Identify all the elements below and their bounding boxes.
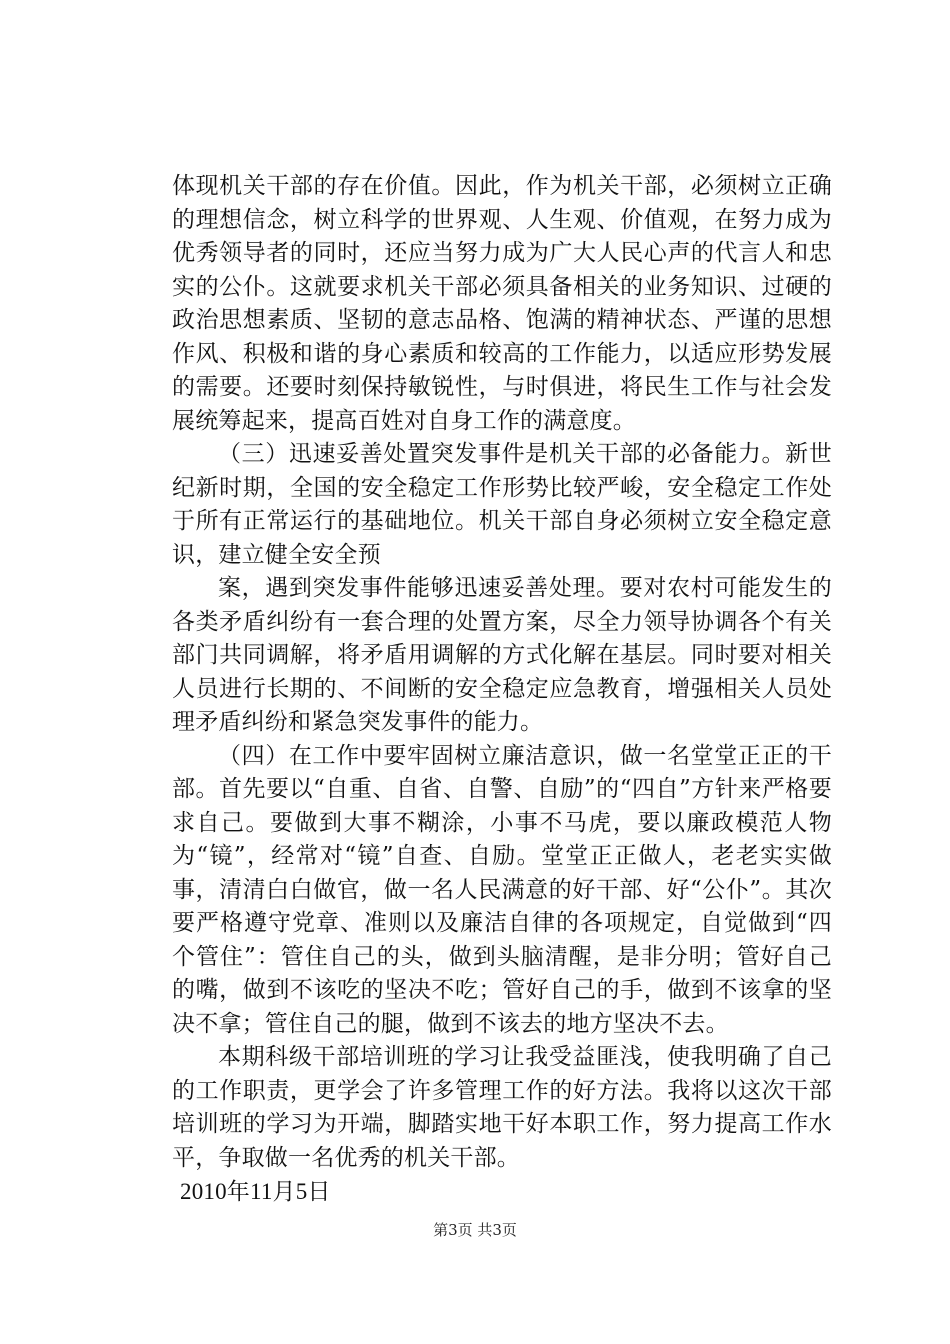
paragraph-section-four: （四）在工作中要牢固树立廉洁意识，做一名堂堂正正的干部。首先要以“自重、自省、自警、自励”的“四自”方针来严格要求自己。要做到大事不糊涂，小事不马虎，要以廉政模范人物为“镜”，经常对“镜”自查、自励。堂堂正正做人，老老实实做事，清清白白做官，做一名人民满意的好干部、好“公仆”。其次要严格遵守党章、准则以及廉洁自律的各项规定，自觉做到“四个管住”：管住自己的头，做到头脑清醒，是非分明；管好自己的嘴，做到不该吃的坚决不吃；管好自己的手，做到不该拿的坚决不拿；管住自己的腿，做到不该去的地方坚决不去。 (172, 742, 832, 1037)
paragraph-continuation: 体现机关干部的存在价值。因此，作为机关干部，必须树立正确的理想信念，树立科学的世界观、人生观、价值观，在努力成为优秀领导者的同时，还应当努力成为广大人民心声的代言人和忠实的公仆。这就要求机关干部必须具备相关的业务知识、过硬的政治思想素质、坚韧的意志品格、饱满的精神状态、严谨的思想作风、积极和谐的身心素质和较高的工作能力，以适应形势发展的需要。还要时刻保持敏锐性，与时俱进，将民生工作与社会发展统筹起来，提高百姓对自身工作的满意度。 (172, 173, 832, 434)
paragraph-conclusion: 本期科级干部培训班的学习让我受益匪浅，使我明确了自己的工作职责，更学会了许多管理工作的好方法。我将以这次干部培训班的学习为开端，脚踏实地干好本职工作，努力提高工作水平，争取做一名优秀的机关干部。 (172, 1044, 832, 1171)
paragraph-section-three: （三）迅速妥善处置突发事件是机关干部的必备能力。新世纪新时期，全国的安全稳定工作形势比较严峻，安全稳定工作处于所有正常运行的基础地位。机关干部自身必须树立安全稳定意识，建立健全安全预 (172, 441, 832, 568)
document-date: 2010年11月5日 (180, 1179, 331, 1204)
document-body (172, 170, 832, 1209)
page-footer: 第3页 共3页 (433, 1221, 517, 1239)
paragraph-section-three-cont: 案，遇到突发事件能够迅速妥善处理。要对农村可能发生的各类矛盾纠纷有一套合理的处置方案，尽全力领导协调各个有关部门共同调解，将矛盾用调解的方式化解在基层。同时要对相关人员进行长期的、不间断的安全稳定应急教育，增强相关人员处理矛盾纠纷和紧急突发事件的能力。 (172, 575, 832, 735)
